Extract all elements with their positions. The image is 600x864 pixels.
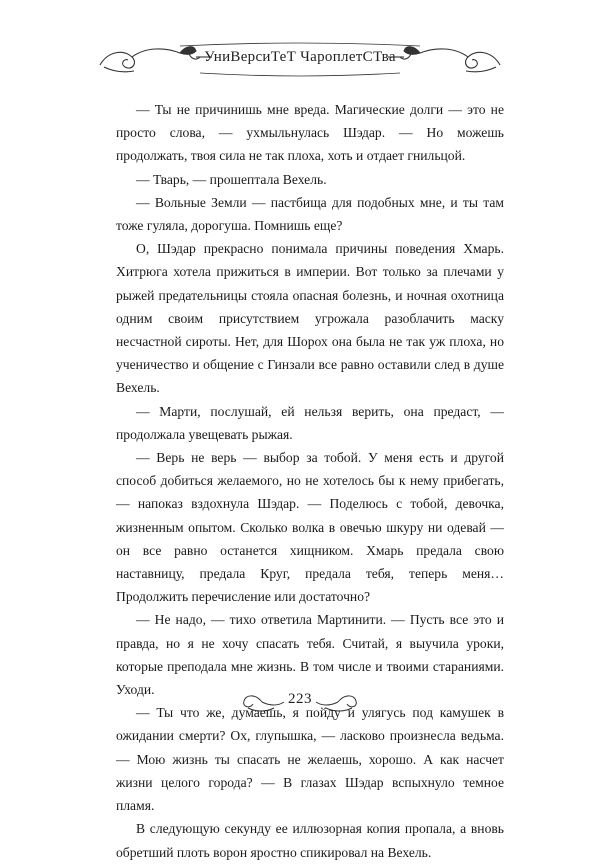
paragraph: — Марти, послушай, ей нельзя верить, она предаст, — продолжала увещевать рыжая. [116, 403, 504, 442]
paragraph: О, Шэдар прекрасно понимала причины поведения Хмарь. Хитрюга хотела прижиться в империи. Вот только за плечами у рыжей предательницы стояла опасная болезнь, и ночная охотница одним своим присутствием угрожала разоблачить маску несчастной сироты. Нет, для Шорох она была не так уж плоха, но ученичество и общение с Гинзали все равно оставили след в душе Вехель. [116, 241, 504, 396]
page-footer [0, 688, 600, 718]
running-header [0, 33, 600, 83]
paragraph: — Тварь, — прошептала Вехель. [136, 171, 327, 187]
running-title: УниВерсиТеТ ЧароплетСТва [204, 49, 396, 65]
paragraph: В следующую секунду ее иллюзорная копия пропала, а вновь обретший плоть ворон яростно спикировал на Вехель. [116, 821, 504, 860]
page-number: 223 [288, 691, 312, 707]
paragraph: — Верь не верь — выбор за тобой. У меня есть и другой способ добиться желаемого, но не хотелось бы к нему прибегать, — напоказ вздохнула Шэдар. — Поделюсь с тобой, девочка, жизненным опытом. Сколько волка в овечью шкуру ни одевай — он все равно останется хищником. Хмарь предала свою наставницу, предала Круг, предала тебя, теперь меня… Продолжить перечисление или достаточно? [116, 450, 504, 605]
paragraph: — Вольные Земли — пастбища для подобных мне, и ты там тоже гуляла, дорогуша. Помнишь еще? [116, 194, 504, 234]
body-text [116, 98, 504, 864]
paragraph: — Ты что же, думаешь, я пойду и улягусь под камушек в ожидании смерти? Ох, глупышка, — ласково произнесла ведьма. — Мою жизнь ты спасать не желаешь, хорошо. А как насчет жизни целого города? — В глазах Шэдар вспыхнуло темное пламя. [116, 705, 504, 814]
paragraph: — Ты не причинишь мне вреда. Магические долги — это не просто слова, — ухмыльнулась Шэдар. — Но можешь продолжать, твоя сила не так плоха, хоть и отдает гнильцой. [116, 102, 504, 164]
paragraph: — Не надо, — тихо ответила Мартинити. — Пусть все это и правда, но я не хочу спасать тебя. Считай, я выучила уроки, которые преподала мне жизнь. В том числе и твоими стараниями. Уходи. [116, 612, 504, 698]
